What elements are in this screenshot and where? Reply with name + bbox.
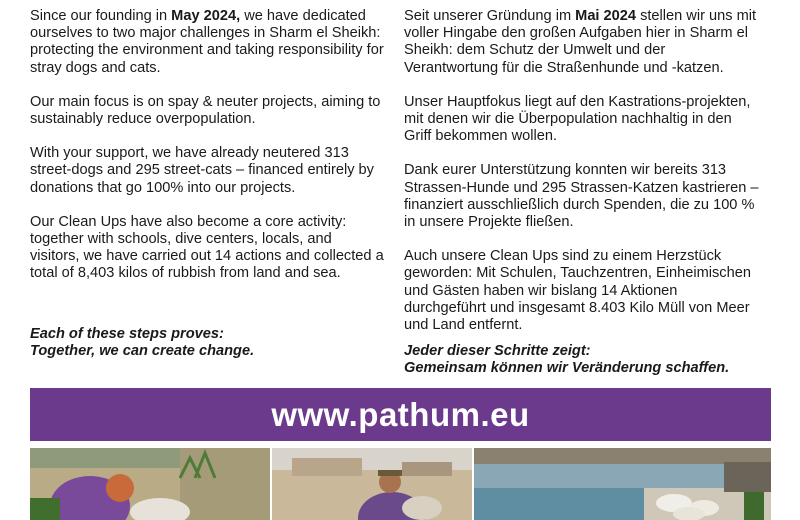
founding-date: Mai 2024 [575, 8, 637, 24]
man-with-dog-photo [272, 448, 472, 520]
english-paragraph-cleanups: Our Clean Ups have also become a core activity: together with schools, dive centers, locals, and visitors, we have carried out 14 actions and collected a total of 8,403 kilos of rubbish from land and sea. [30, 213, 384, 282]
website-banner [30, 388, 771, 441]
claim-line-2: Together, we can create change. [30, 343, 255, 360]
english-closing-statement [30, 326, 390, 360]
text-span: stellen wir uns mit voller Hingabe den großen Aufgaben hier in Sharm el Sheikh: dem Schutz der Umwelt und der Verantwortung für die Straßenhunde und -katzen. [404, 8, 757, 76]
website-url-link[interactable]: www.pathum.eu [271, 395, 530, 433]
english-paragraph-focus: Our main focus is on spay & neuter projects, aiming to sustainably reduce overpopulation. [30, 93, 381, 128]
claim-line-2: Gemeinsam können wir Veränderung schaffen. [404, 360, 730, 377]
german-paragraph-founding [404, 8, 759, 77]
claim-line-1: Jeder dieser Schritte zeigt: [404, 343, 591, 359]
text-span: we have dedicated ourselves to two major challenges in Sharm el Sheikh: protecting the environment and taking responsibility for stray dogs and cats. [30, 8, 384, 76]
german-paragraph-support: Dank eurer Unterstützung konnten wir bereits 313 Strassen-Hunde und 295 Strassen-Katzen kastrieren – finanziert ausschließlich durch Spenden, die zu 100 % in unsere Projekte fließen. [404, 162, 759, 231]
english-paragraph-founding [30, 8, 385, 77]
founding-date: May 2024, [171, 8, 241, 24]
text-span: Seit unserer Gründung im [404, 8, 576, 24]
german-paragraph-focus: Unser Hauptfokus liegt auf den Kastrations-projekten, mit denen wir die Überpopulation nachhaltig in den Griff bekommen wollen. [404, 93, 751, 145]
beach-cleanup-photo [474, 448, 771, 520]
photo-strip [30, 448, 771, 520]
english-paragraph-support: With your support, we have already neutered 313 street-dogs and 295 street-cats – financed entirely by donations that go 100% into our projects. [30, 145, 374, 196]
woman-with-cat-photo [30, 448, 270, 520]
german-paragraph-cleanups: Auch unsere Clean Ups sind zu einem Herzstück geworden: Mit Schulen, Tauchzentren, Einheimischen und Gästen haben wir bislang 14 Aktionen durchgeführt und insgesamt 8.403 Kilo Müll von Meer und Land entfernt. [404, 248, 751, 334]
german-column [404, 8, 759, 351]
german-closing-statement [404, 343, 784, 377]
claim-line-1: Each of these steps proves: [30, 326, 224, 342]
text-span: Since our founding in [30, 8, 172, 24]
english-column [30, 8, 385, 300]
